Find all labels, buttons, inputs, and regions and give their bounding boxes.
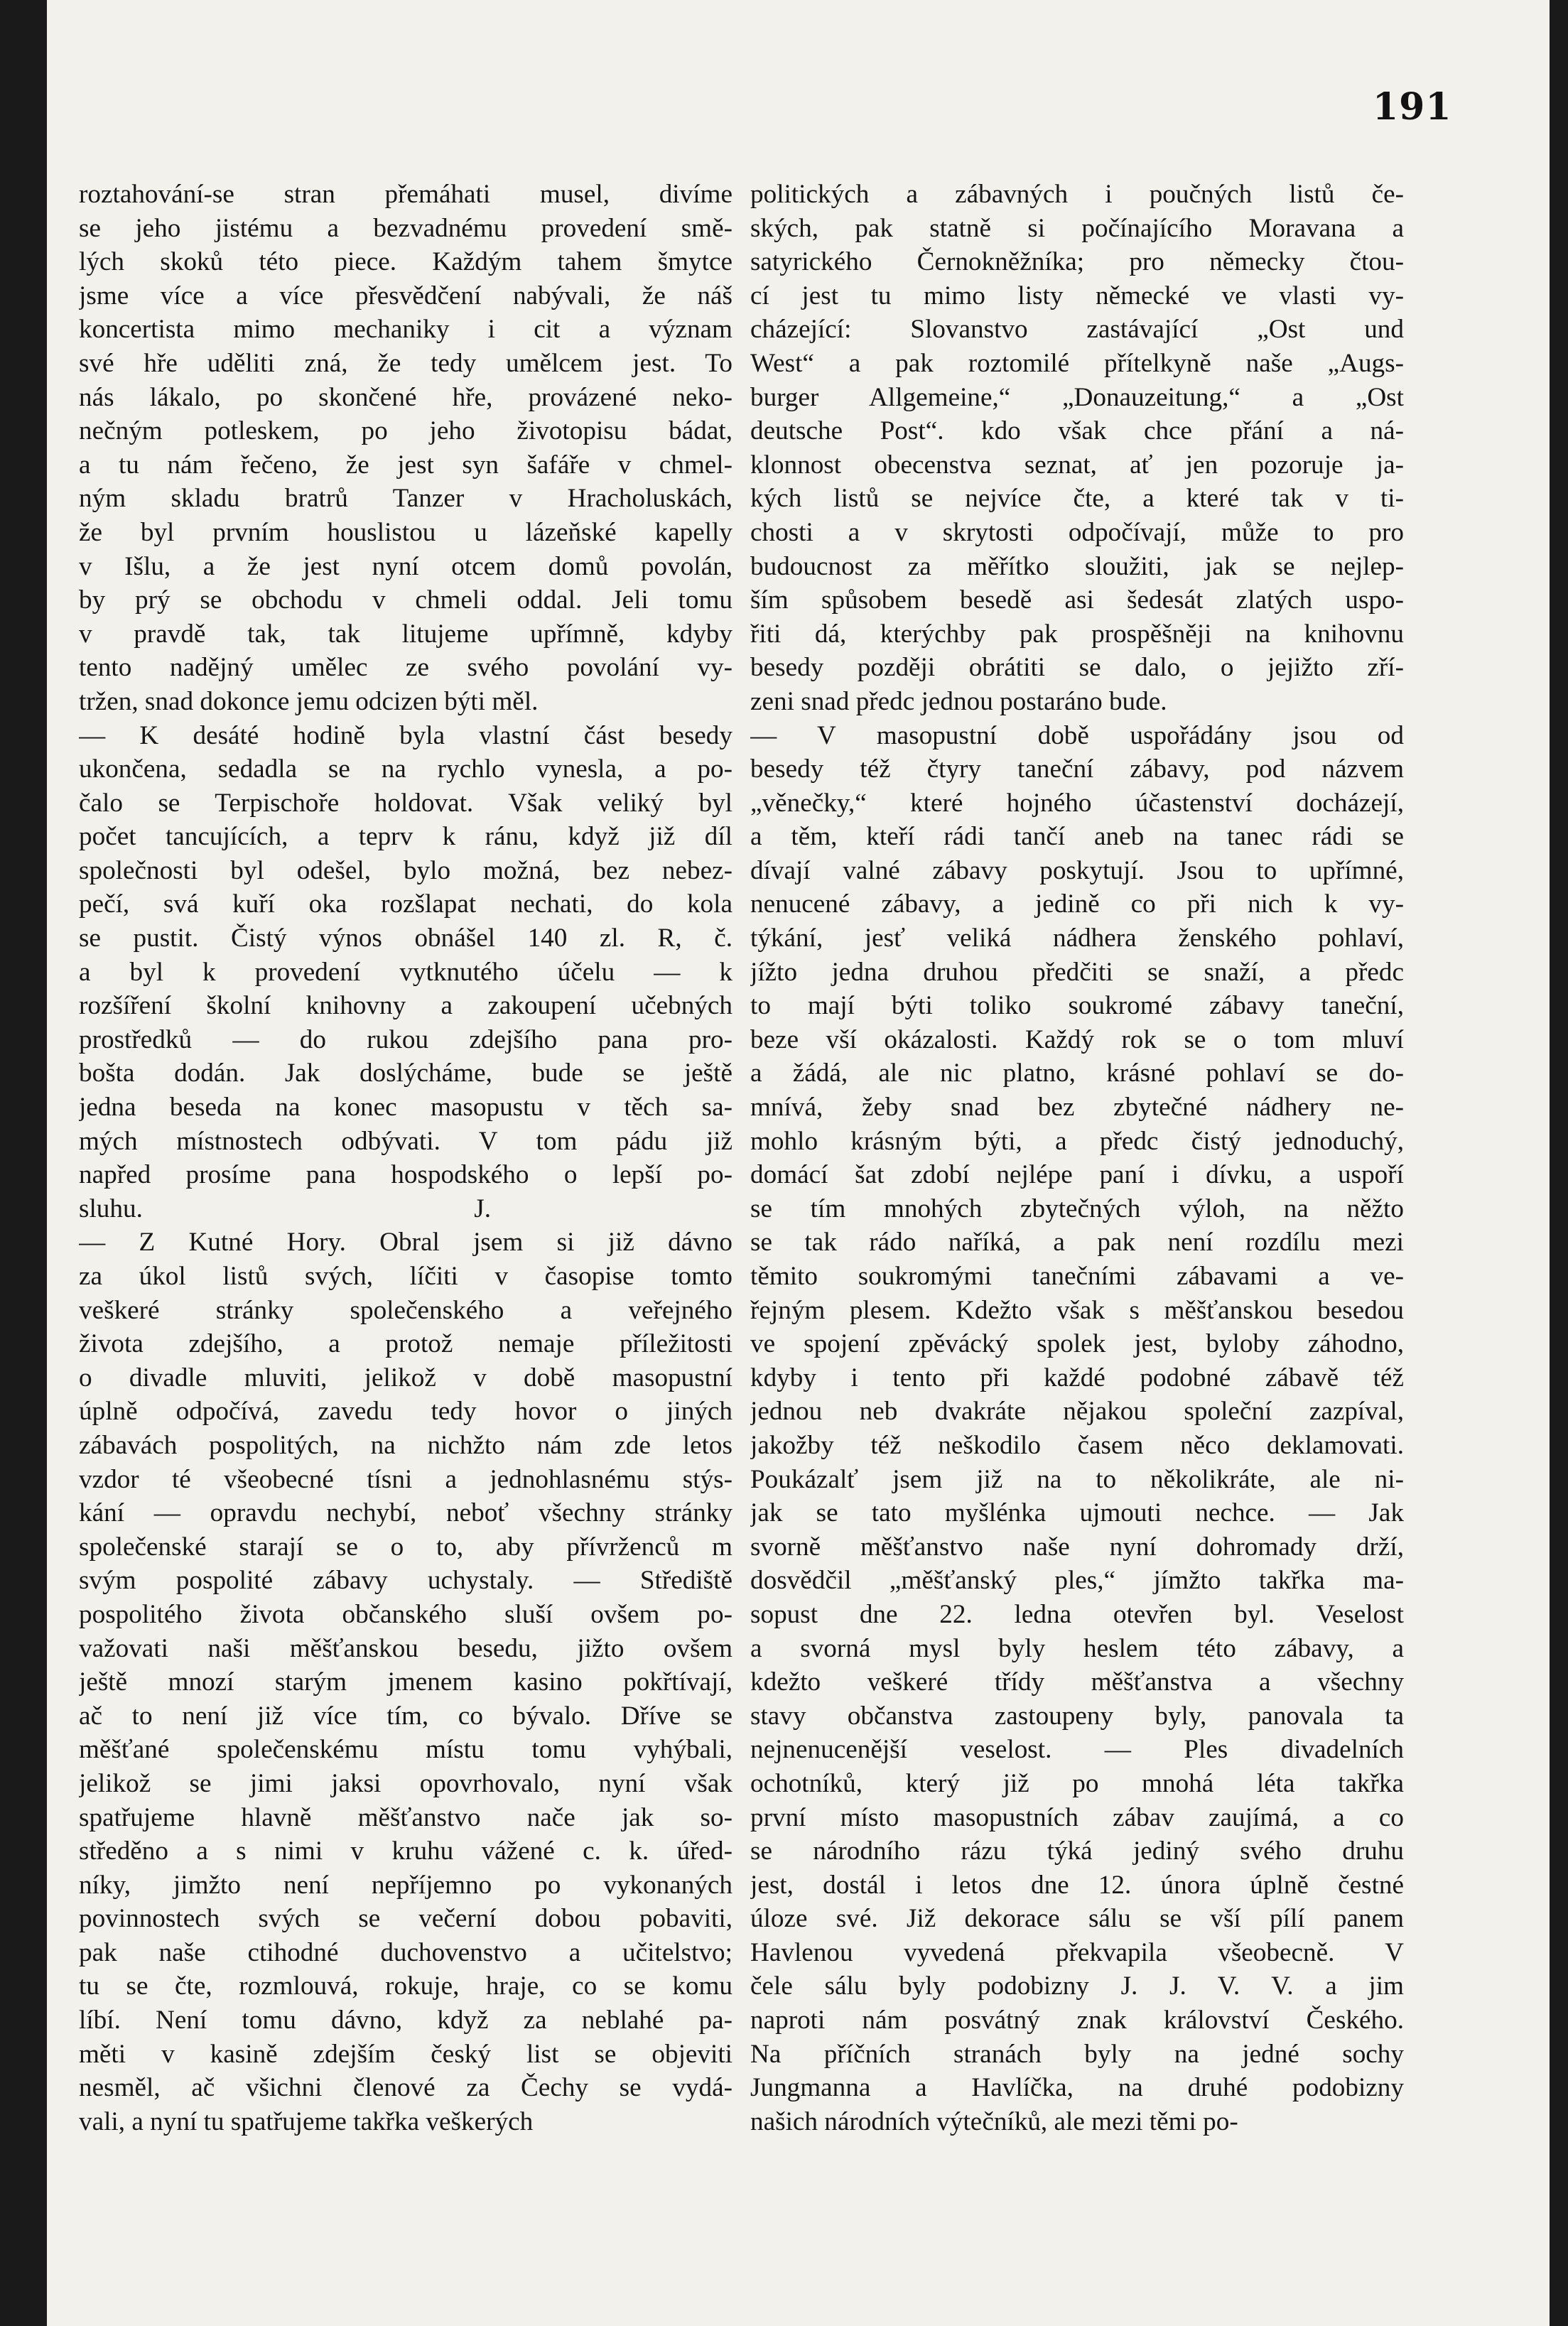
text-line: dívají valné zábavy poskytují. Jsou to upřímné,: [750, 855, 1404, 885]
text-line: a žádá, ale nic platno, krásné pohlaví se do-: [750, 1059, 1404, 1088]
text-line: kání — opravdu nechybí, neboť všechny stránky: [79, 1498, 732, 1528]
text-line: ším spůsobem besedě asi šedesát zlatých uspo-: [750, 585, 1404, 615]
text-line: kých listů se nejvíce čte, a které tak v ti-: [750, 484, 1404, 514]
text-line: ukončena, sedadla se na rychlo vynesla, a po-: [79, 754, 732, 784]
text-line: mých místnostech odbývati. V tom pádu již: [79, 1126, 732, 1156]
text-line: „věnečky,“ které hojného účastenství docházejí,: [750, 788, 1404, 818]
text-line: politických a zábavných i poučných listů če-: [750, 180, 1404, 209]
text-line: řejným plesem. Kdežto však s měšťanskou besedou: [750, 1295, 1404, 1325]
text-line: vali, a nyní tu spatřujeme takřka veškerých: [79, 2106, 534, 2136]
text-line: nás lákalo, po skončené hře, provázené neko-: [79, 382, 732, 412]
text-line: týkání, jesť veliká nádhera ženského pohlaví,: [750, 924, 1404, 953]
text-line: jakožby též neškodilo časem něco deklamovati.: [750, 1430, 1404, 1460]
text-line: jednou neb dvakráte nějakou společní zazpíval,: [750, 1397, 1404, 1427]
text-line: úloze své. Již dekorace sálu se vší pílí panem: [750, 1904, 1404, 1934]
text-line: a těm, kteří rádi tančí aneb na tanec rádi se: [750, 822, 1404, 852]
text-line: nečným potleskem, po jeho životopisu bádat,: [79, 416, 732, 446]
text-line: — Z Kutné Hory. Obral jsem si již dávno: [79, 1228, 732, 1257]
text-line: svým pospolité zábavy uchystaly. — Střediště: [79, 1566, 732, 1596]
text-line: středěno a s nimi v kruhu vážené c. k. úřed-: [79, 1837, 732, 1866]
text-line: spatřujeme hlavně měšťanstvo nače jak so-: [79, 1802, 732, 1832]
text-line: níky, jimžto není nepříjemno po vykonaných: [79, 1870, 732, 1900]
text-line: jest, dostál i letos dne 12. února úplně čestné: [750, 1870, 1404, 1900]
text-line: nejnenucenější veselost. — Ples divadelních: [750, 1735, 1404, 1765]
text-line: važovati naši měšťanskou besedu, jižto ovšem: [79, 1633, 732, 1663]
text-line: by prý se obchodu v chmeli oddal. Jeli tomu: [79, 585, 732, 615]
text-line: beze vší okázalosti. Každý rok se o tom mluví: [750, 1024, 1404, 1054]
text-line: vzdor té všeobecné tísni a jednohlasnému stýs-: [79, 1464, 732, 1494]
text-line: domácí šat zdobí nejlépe paní i dívku, a uspoří: [750, 1160, 1404, 1190]
text-line: prostředků — do rukou zdejšího pana pro-: [79, 1024, 732, 1054]
text-line: nesměl, ač všichni členové za Čechy se vydá-: [79, 2073, 732, 2103]
text-line: společenské starají se o to, aby přívrženců m: [79, 1532, 732, 1562]
text-line: Na příčních stranách byly na jedné sochy: [750, 2039, 1404, 2069]
text-line: stavy občanstva zastoupeny byly, panovala ta: [750, 1701, 1404, 1731]
text-line: budoucnost za měřítko sloužiti, jak se nejlep-: [750, 551, 1404, 581]
text-line: chosti a v skrytosti odpočívají, může to pro: [750, 517, 1404, 547]
text-line: a svorná mysl byly heslem této zábavy, a: [750, 1633, 1404, 1663]
text-line: v Išlu, a že jest nyní otcem domů povolán,: [79, 551, 732, 581]
text-line: jak se tato myšlénka ujmouti nechce. — Jak: [750, 1498, 1404, 1528]
text-line: ských, pak statně si počínajícího Moravana a: [750, 213, 1404, 243]
newspaper-page: [47, 0, 1550, 2326]
text-line: tržen, snad dokonce jemu odcizen býti měl.: [79, 686, 539, 716]
text-line: ochotníků, který již po mnohá léta takřka: [750, 1768, 1404, 1798]
text-line: cí jest tu mimo listy německé ve vlasti vy-: [750, 281, 1404, 310]
text-line: jsme více a více přesvědčení nabývali, že náš: [79, 281, 732, 310]
text-line: líbí. Není tomu dávno, když za neblahé pa-: [79, 2006, 732, 2035]
right-text-column: [750, 178, 1404, 2138]
text-line: těmito soukromými tanečními zábavami a ve-: [750, 1262, 1404, 1291]
text-line: své hře uděliti zná, že tedy umělcem jest. To: [79, 348, 732, 378]
text-line: cházející: Slovanstvo zastávající „Ost und: [750, 315, 1404, 345]
text-line: mnívá, žeby snad bez zbytečné nádhery ne-: [750, 1093, 1404, 1123]
text-line: našich národních výtečníků, ale mezi těmi po-: [750, 2106, 1238, 2136]
text-line: povinnostech svých se večerní dobou pobaviti,: [79, 1904, 732, 1934]
text-line: úplně odpočívá, zavedu tedy hovor o jiných: [79, 1397, 732, 1427]
text-line: sluhu. J.: [79, 1194, 491, 1223]
text-line: koncertista mimo mechaniky i cit a význam: [79, 315, 732, 345]
text-line: se národního rázu týká jediný svého druhu: [750, 1837, 1404, 1866]
text-line: nenucené zábavy, a jedině co při nich k vy-: [750, 889, 1404, 919]
text-line: mohlo krásným býti, a předc čistý jednoduchý,: [750, 1126, 1404, 1156]
text-line: Poukázalť jsem již na to několikráte, ale ni-: [750, 1464, 1404, 1494]
text-line: se pustit. Čistý výnos obnášel 140 zl. R, č.: [79, 924, 732, 953]
text-line: řiti dá, kterýchby pak prospěšněji na knihovnu: [750, 619, 1404, 649]
text-line: se tak rádo naříká, a pak není rozdílu mezi: [750, 1228, 1404, 1257]
text-line: dosvědčil „měšťanský ples,“ jímžto takřka ma-: [750, 1566, 1404, 1596]
text-line: Jungmanna a Havlíčka, na druhé podobizny: [750, 2073, 1404, 2103]
text-line: rozšíření školní knihovny a zakoupení učebných: [79, 991, 732, 1021]
text-line: se tím mnohých zbytečných výloh, na něžto: [750, 1194, 1404, 1223]
text-line: se jeho jistému a bezvadnému provedení smě-: [79, 213, 732, 243]
text-line: svorně měšťanstvo naše nyní dohromady drží,: [750, 1532, 1404, 1562]
text-line: že byl prvním houslistou u lázeňské kapelly: [79, 517, 732, 547]
left-text-column: [79, 178, 732, 2138]
text-line: života zdejšího, a protož nemaje příležitosti: [79, 1329, 732, 1359]
text-line: to mají býti toliko soukromé zábavy taneční,: [750, 991, 1404, 1021]
text-line: pospolitého života občanského sluší ovšem po-: [79, 1599, 732, 1629]
text-line: za úkol listů svých, líčiti v časopise tomto: [79, 1262, 732, 1291]
text-line: čalo se Terpischoře holdovat. Však veliký byl: [79, 788, 732, 818]
page-number: 191: [1373, 85, 1452, 129]
text-line: — V masopustní době uspořádány jsou od: [750, 720, 1404, 750]
text-line: jedna beseda na konec masopustu v těch sa-: [79, 1093, 732, 1123]
text-line: počet tancujících, a teprv k ránu, když již díl: [79, 822, 732, 852]
text-line: burger Allgemeine,“ „Donauzeitung,“ a „Ost: [750, 382, 1404, 412]
text-line: v pravdě tak, tak litujeme upřímně, kdyby: [79, 619, 732, 649]
text-line: o divadle mluviti, jelikož v době masopustní: [79, 1363, 732, 1392]
text-line: ještě mnozí starým jmenem kasino pokřtívají,: [79, 1667, 732, 1697]
text-line: deutsche Post“. kdo však chce přání a ná-: [750, 416, 1404, 446]
text-line: bošta dodán. Jak doslýcháme, bude se ještě: [79, 1059, 732, 1088]
text-line: první místo masopustních zábav zaujímá, a co: [750, 1802, 1404, 1832]
text-line: besedy později obrátiti se dalo, o jejižto zří-: [750, 653, 1404, 683]
text-line: pečí, svá kuří oka rozšlapat nechati, do kola: [79, 889, 732, 919]
text-line: a byl k provedení vytknutého účelu — k: [79, 957, 732, 987]
text-line: — K desáté hodině byla vlastní část besedy: [79, 720, 732, 750]
text-line: tu se čte, rozmlouvá, rokuje, hraje, co se komu: [79, 1971, 732, 2001]
text-line: ač to není již více tím, co bývalo. Dříve se: [79, 1701, 732, 1731]
text-line: kdežto veškeré třídy měšťanstva a všechny: [750, 1667, 1404, 1697]
text-line: ve spojení zpěvácký spolek jest, byloby záhodno,: [750, 1329, 1404, 1359]
text-line: napřed prosíme pana hospodského o lepší po-: [79, 1160, 732, 1190]
text-line: pak naše ctihodné duchovenstvo a učitelstvo;: [79, 1937, 732, 1967]
text-line: Havlenou vyvedená překvapila všeobecně. V: [750, 1937, 1404, 1967]
text-line: měti v kasině zdejším český list se objeviti: [79, 2039, 732, 2069]
text-line: čele sálu byly podobizny J. J. V. V. a jim: [750, 1971, 1404, 2001]
text-line: zeni snad předc jednou postaráno bude.: [750, 686, 1167, 716]
text-line: zábavách pospolitých, na nichžto nám zde letos: [79, 1430, 732, 1460]
text-line: lých skoků této piece. Každým tahem šmytce: [79, 247, 732, 277]
text-line: veškeré stránky společenského a veřejného: [79, 1295, 732, 1325]
text-line: roztahování-se stran přemáhati musel, divíme: [79, 180, 732, 209]
text-line: měšťané společenskému místu tomu vyhýbali,: [79, 1735, 732, 1765]
text-line: satyrického Černokněžníka; pro německy čtou-: [750, 247, 1404, 277]
text-line: jelikož se jimi jaksi opovrhovalo, nyní však: [79, 1768, 732, 1798]
text-line: jížto jedna druhou předčiti se snaží, a předc: [750, 957, 1404, 987]
text-line: společnosti byl odešel, bylo možná, bez nebez-: [79, 855, 732, 885]
text-line: naproti nám posvátný znak království Českého.: [750, 2006, 1404, 2035]
text-line: kdyby i tento při každé podobné zábavě též: [750, 1363, 1404, 1392]
text-line: a tu nám řečeno, že jest syn šafáře v chmel-: [79, 450, 732, 480]
text-line: ným skladu bratrů Tanzer v Hracholuskách,: [79, 484, 732, 514]
text-line: besedy též čtyry taneční zábavy, pod názvem: [750, 754, 1404, 784]
text-line: sopust dne 22. ledna otevřen byl. Veselost: [750, 1599, 1404, 1629]
text-line: klonnost obecenstva seznat, ať jen pozoruje ja-: [750, 450, 1404, 480]
text-line: tento nadějný umělec ze svého povolání vy-: [79, 653, 732, 683]
text-line: West“ a pak roztomilé přítelkyně naše „Augs-: [750, 348, 1404, 378]
